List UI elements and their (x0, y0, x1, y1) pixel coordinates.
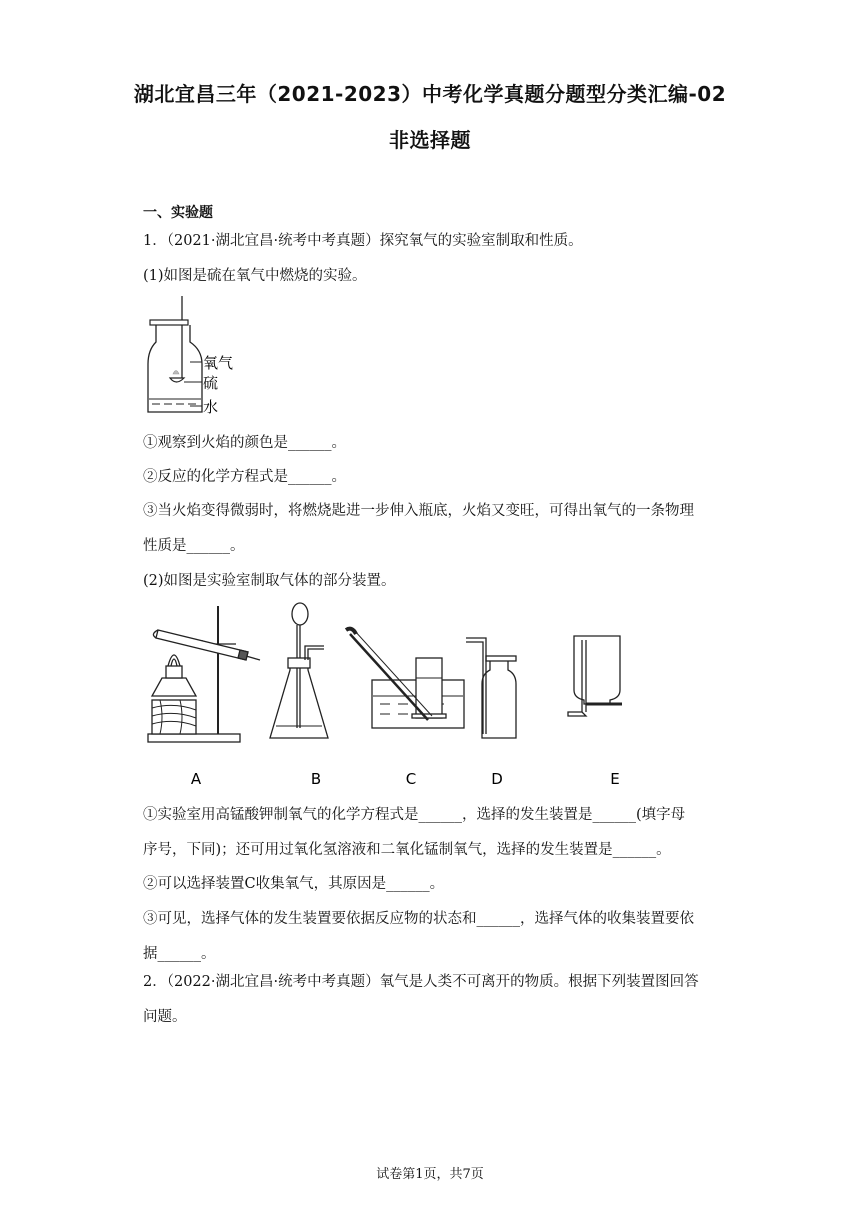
label-sulfur: 硫 (203, 374, 219, 392)
label-water: 水 (203, 398, 219, 416)
q1-sub-2: ②反应的化学方程式是______。 (143, 469, 346, 485)
label-d: D (491, 770, 503, 788)
label-c: C (405, 770, 417, 788)
question-1-part-1: (1)如图是硫在氧气中燃烧的实验。 (143, 268, 367, 284)
apparatus-e (568, 636, 622, 716)
q1-2-sub-2: ②可以选择装置C收集氧气，其原因是______。 (143, 876, 445, 892)
label-e: E (610, 770, 620, 788)
question-2-stem-line1: 2．（2022·湖北宜昌·统考中考真题）氧气是人类不可离开的物质。根据下列装置图回答 (143, 974, 699, 990)
label-b: B (310, 770, 322, 788)
question-1-stem: 1．（2021·湖北宜昌·统考中考真题）探究氧气的实验室制取和性质。 (143, 233, 583, 249)
page-title: 湖北宜昌三年（2021-2023）中考化学真题分题型分类汇编-02 (133, 82, 727, 106)
label-a: A (190, 770, 202, 788)
page-subtitle: 非选择题 (389, 128, 471, 152)
apparatus-c (346, 629, 464, 728)
apparatus-figure (140, 600, 660, 795)
q1-sub-3-line2: 性质是______。 (143, 538, 245, 554)
apparatus-a (148, 606, 260, 742)
q1-2-sub-1-line1: ①实验室用高锰酸钾制氧气的化学方程式是______，选择的发生装置是______(填字母 (143, 807, 686, 823)
apparatus-d (466, 638, 516, 738)
sulfur-combustion-figure (140, 294, 250, 418)
question-1-part-2: (2)如图是实验室制取气体的部分装置。 (143, 573, 396, 589)
q1-2-sub-3-line2: 据______。 (143, 946, 216, 962)
page-footer: 试卷第1页，共7页 (376, 1167, 484, 1182)
q1-sub-1: ①观察到火焰的颜色是______。 (143, 435, 346, 451)
q1-2-sub-3-line1: ③可见，选择气体的发生装置要依据反应物的状态和______，选择气体的收集装置要依 (143, 911, 694, 927)
apparatus-b (270, 603, 328, 738)
q1-2-sub-1-line2: 序号，下同)；还可用过氧化氢溶液和二氧化锰制氧气，选择的发生装置是______。 (143, 842, 671, 858)
label-oxygen: 氧气 (203, 354, 234, 372)
section-heading: 一、实验题 (143, 205, 213, 221)
q1-sub-3-line1: ③当火焰变得微弱时，将燃烧匙进一步伸入瓶底，火焰又变旺，可得出氧气的一条物理 (143, 503, 694, 519)
question-2-stem-line2: 问题。 (143, 1009, 187, 1025)
